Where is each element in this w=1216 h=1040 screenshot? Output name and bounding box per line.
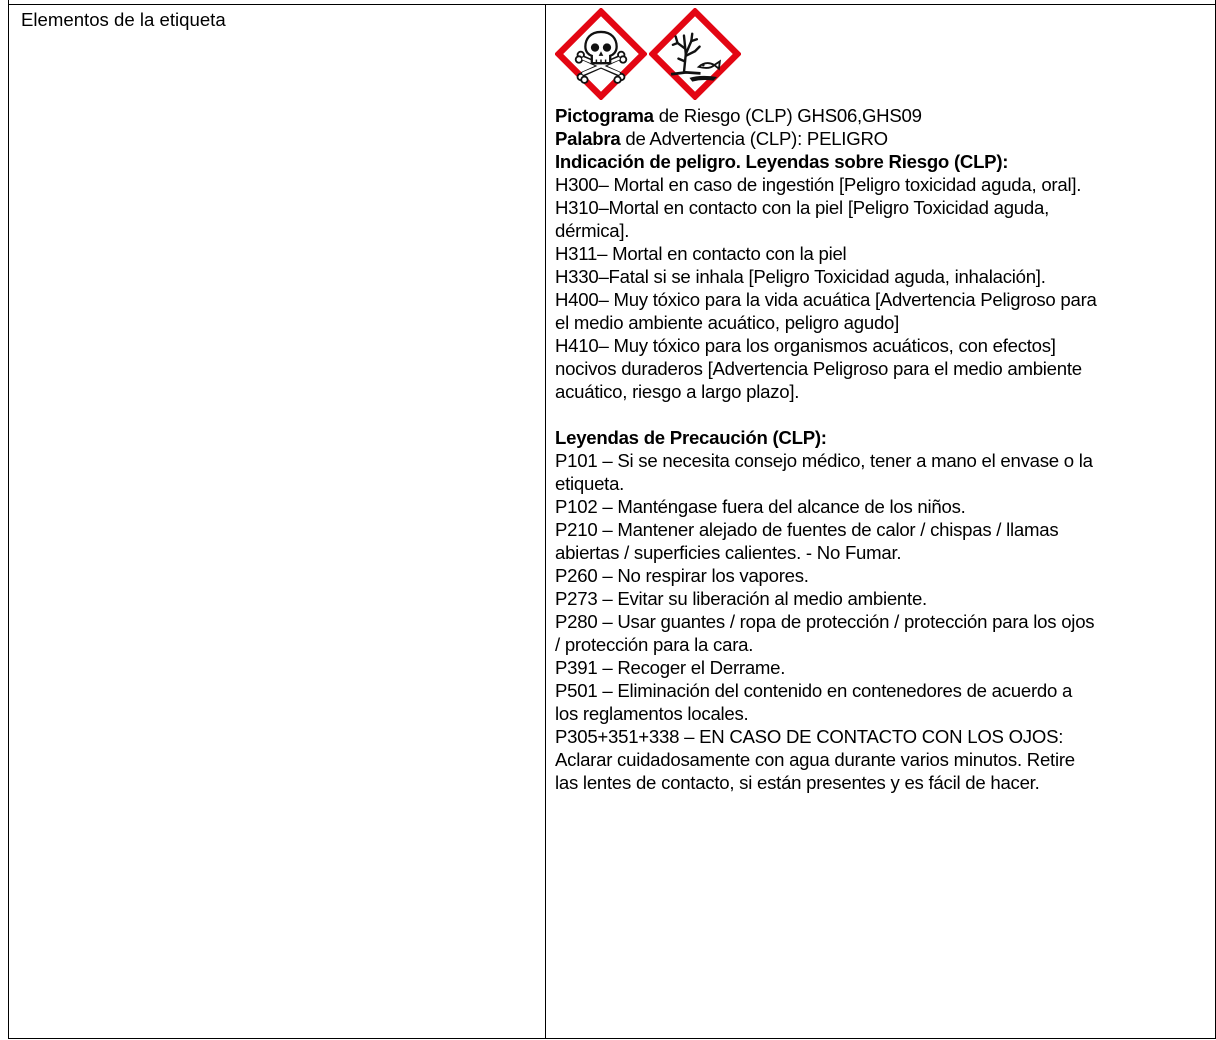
hazard-statement-line: H330–Fatal si se inhala [Peligro Toxicidad aguda, inhalación]. (555, 266, 1046, 287)
hazard-statement-line: dérmica]. (555, 220, 630, 241)
label-elements-table (8, 4, 1216, 1039)
precautionary-statements-heading: Leyendas de Precaución (CLP): (555, 427, 827, 448)
signal-word-value: de Advertencia (CLP): PELIGRO (620, 128, 888, 149)
environment-icon (649, 8, 741, 100)
precautionary-statement-line: P260 – No respirar los vapores. (555, 565, 809, 586)
label-elements-cell (9, 5, 546, 1039)
pictogram-line (555, 104, 1211, 127)
hazard-statement-line: H410– Muy tóxico para los organismos acuáticos, con efectos] (555, 335, 1056, 356)
precautionary-statement-line: etiqueta. (555, 473, 625, 494)
precautionary-statement-line: P305+351+338 – EN CASO DE CONTACTO CON LOS OJOS: (555, 726, 1064, 747)
label-text (555, 104, 1211, 794)
precautionary-statement-line: abiertas / superficies calientes. - No Fumar. (555, 542, 902, 563)
hazard-statement-line: H311– Mortal en contacto con la piel (555, 243, 847, 264)
hazard-statement-line: nocivos duraderos [Advertencia Peligroso para el medio ambiente (555, 358, 1082, 379)
pictogram-label: Pictograma (555, 105, 654, 126)
label-elements-title: Elementos de la etiqueta (21, 9, 226, 30)
signal-word-label: Palabra (555, 128, 621, 149)
hazard-statement-line: acuático, riesgo a largo plazo]. (555, 381, 800, 402)
hazard-pictograms (555, 8, 1211, 100)
precautionary-statement-line: P210 – Mantener alejado de fuentes de calor / chispas / llamas (555, 519, 1059, 540)
document-page (8, 0, 1216, 1040)
skull-crossbones-icon (555, 8, 647, 100)
hazard-statement-line: H400– Muy tóxico para la vida acuática [Advertencia Peligroso para (555, 289, 1097, 310)
precautionary-statement-line: las lentes de contacto, si están presentes y es fácil de hacer. (555, 772, 1040, 793)
precautionary-statement-line: los reglamentos locales. (555, 703, 749, 724)
label-details-cell (546, 5, 1216, 1039)
precautionary-statement-line: P391 – Recoger el Derrame. (555, 657, 786, 678)
precautionary-statement-line: P102 – Manténgase fuera del alcance de los niños. (555, 496, 966, 517)
hazard-statements-heading: Indicación de peligro. Leyendas sobre Riesgo (CLP): (555, 151, 1009, 172)
hazard-statement-line: H310–Mortal en contacto con la piel [Peligro Toxicidad aguda, (555, 197, 1049, 218)
precautionary-statement-line: P101 – Si se necesita consejo médico, tener a mano el envase o la (555, 450, 1093, 471)
blank-line (555, 403, 1211, 426)
precautionary-statement-line: P273 – Evitar su liberación al medio ambiente. (555, 588, 927, 609)
pictogram-value: de Riesgo (CLP) GHS06,GHS09 (653, 105, 922, 126)
signal-word-line (555, 127, 1211, 150)
precautionary-statement-line: / protección para la cara. (555, 634, 754, 655)
precautionary-statement-line: Aclarar cuidadosamente con agua durante varios minutos. Retire (555, 749, 1075, 770)
hazard-statement-line: el medio ambiente acuático, peligro agudo] (555, 312, 900, 333)
precautionary-statement-line: P501 – Eliminación del contenido en contenedores de acuerdo a (555, 680, 1073, 701)
table-row (9, 5, 1216, 1039)
hazard-statement-line: H300– Mortal en caso de ingestión [Peligro toxicidad aguda, oral]. (555, 174, 1082, 195)
precautionary-statement-line: P280 – Usar guantes / ropa de protección / protección para los ojos (555, 611, 1095, 632)
